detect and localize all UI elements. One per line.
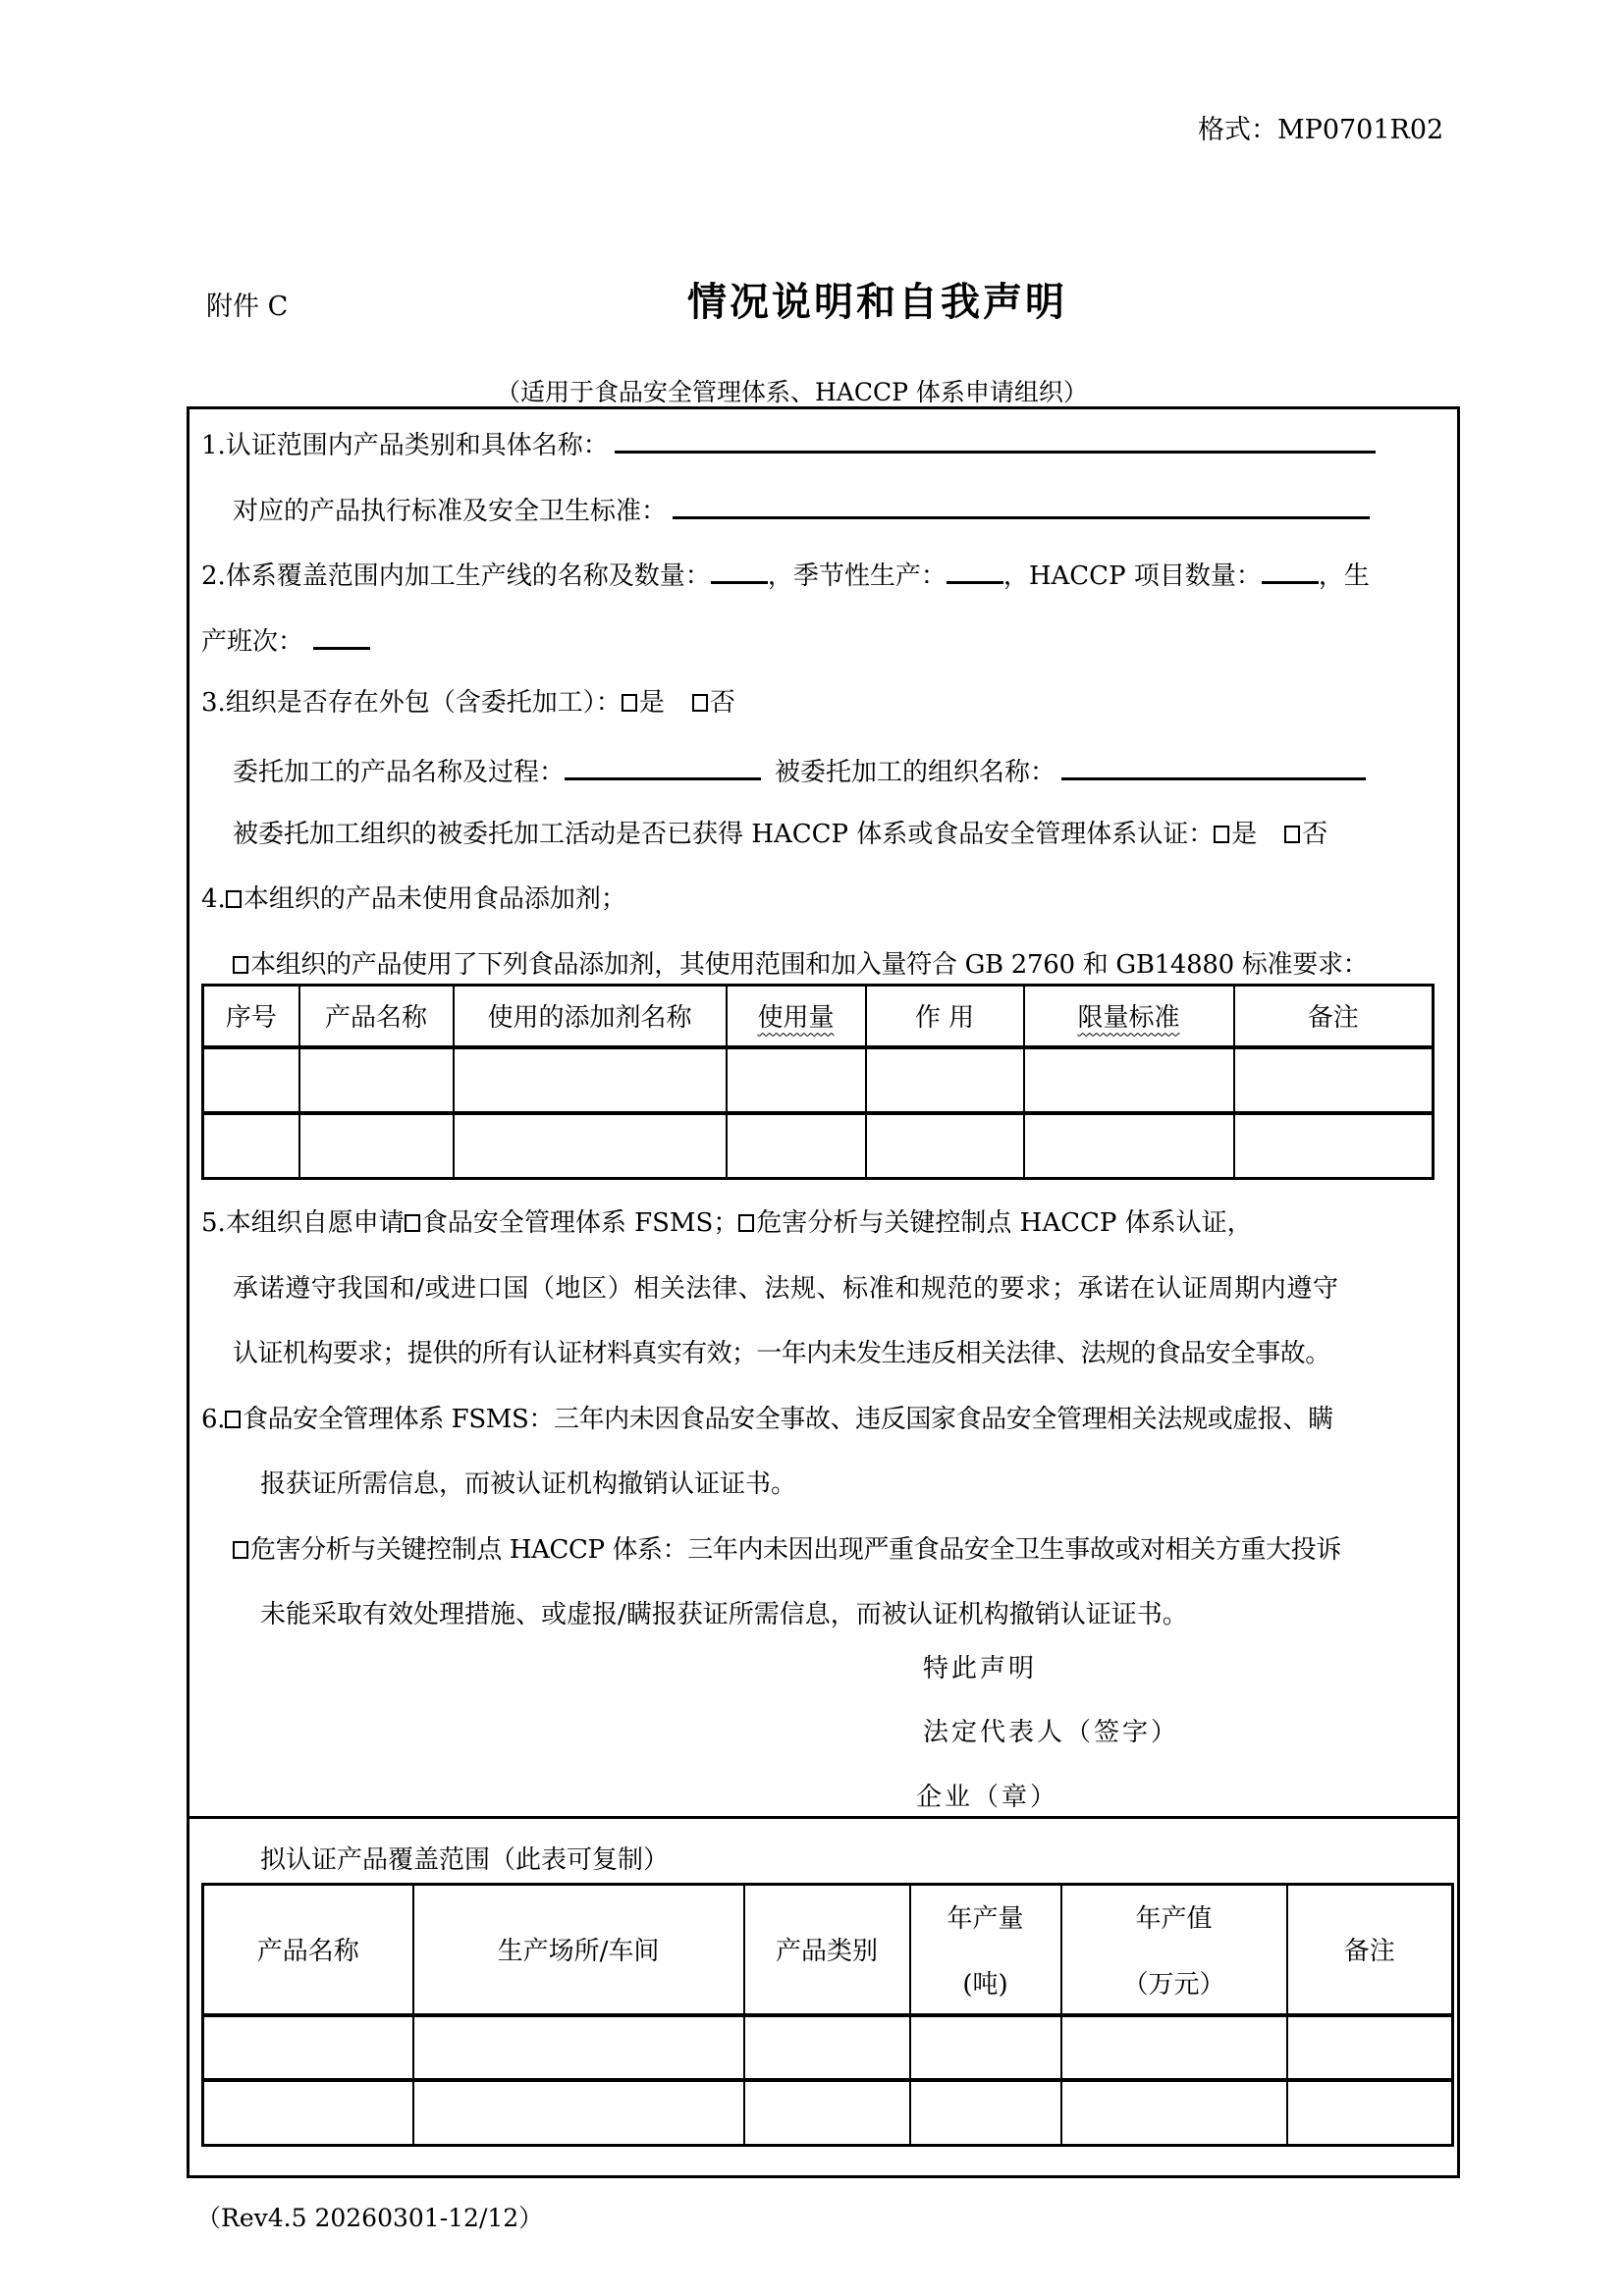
haccp-count-label: ，HACCP 项目数量：	[1002, 561, 1262, 591]
fsms-compliance-checkbox[interactable]	[225, 1411, 241, 1428]
section-6-line-3	[233, 1537, 1341, 1563]
outsourced-cert-yes-checkbox[interactable]	[1214, 826, 1229, 843]
declaration-statement: 特此声明	[923, 1654, 1038, 1683]
table-cell[interactable]	[1287, 2015, 1453, 2080]
legal-representative-signature[interactable]: 法定代表人（签字）	[923, 1718, 1180, 1747]
annual-value-unit: （万元）	[1122, 1969, 1225, 2000]
no-additives-label: 本组织的产品未使用食品添加剂；	[243, 884, 626, 914]
section-6-line-1	[201, 1407, 1333, 1432]
col-header-product-name: 产品名称	[203, 1885, 413, 2015]
table-cell[interactable]	[727, 1047, 866, 1113]
table-cell[interactable]	[413, 2015, 744, 2080]
section-3-line-1	[201, 690, 735, 716]
section-5-line-2: 承诺遵守我国和/或进口国（地区）相关法律、法规、标准和规范的要求；承诺在认证周期内遵守	[233, 1274, 1339, 1304]
col-header-annual-value	[1061, 1885, 1287, 2015]
outsourcing-yes-checkbox[interactable]	[622, 694, 637, 712]
annual-output-unit: (吨)	[962, 1969, 1008, 2000]
table-cell[interactable]	[1234, 1047, 1434, 1113]
section-3-line-2	[233, 756, 1366, 785]
section-4-prefix: 4.	[201, 884, 226, 914]
coverage-table-header	[203, 1885, 1453, 2015]
table-cell[interactable]	[744, 2015, 910, 2080]
uses-additives-checkbox[interactable]	[233, 956, 248, 974]
shifts-field[interactable]	[313, 625, 370, 650]
table-cell[interactable]	[1061, 2080, 1287, 2146]
haccp-count-field[interactable]	[1262, 560, 1319, 584]
table-row	[203, 1113, 1434, 1179]
coverage-table	[201, 1883, 1454, 2147]
product-category-field[interactable]	[615, 429, 1376, 454]
frame-divider	[187, 1816, 1460, 1819]
outsourced-product-field[interactable]	[565, 756, 761, 780]
table-cell[interactable]	[1287, 2080, 1453, 2146]
section-5-line-3: 认证机构要求；提供的所有认证材料真实有效；一年内未发生违反相关法律、法规的食品安全事故。	[233, 1339, 1330, 1368]
revision-footer: （Rev4.5 20260301-12/12）	[196, 2204, 544, 2232]
table-cell[interactable]	[203, 2015, 413, 2080]
col-header-remarks: 备注	[1287, 1885, 1453, 2015]
col-header-function: 作 用	[866, 986, 1024, 1047]
production-lines-field[interactable]	[711, 560, 768, 584]
page-subtitle: （适用于食品安全管理体系、HACCP 体系申请组织）	[496, 378, 1088, 406]
col-header-additive-name: 使用的添加剂名称	[454, 986, 727, 1047]
outsourced-org-label: 被委托加工的组织名称：	[775, 758, 1056, 787]
table-cell[interactable]	[744, 2080, 910, 2146]
limit-standard-header-text: 限量标准	[1077, 1003, 1180, 1034]
table-cell[interactable]	[910, 2015, 1061, 2080]
apply-haccp-label: 危害分析与关键控制点 HACCP 体系认证，	[756, 1208, 1253, 1238]
table-row	[203, 2080, 1453, 2146]
col-header-dosage	[727, 986, 866, 1047]
col-header-product-name: 产品名称	[299, 986, 454, 1047]
no-additives-checkbox[interactable]	[226, 890, 242, 908]
fsms-compliance-text: 食品安全管理体系 FSMS：三年内未因食品安全事故、违反国家食品安全管理相关法规或虚报、瞒	[243, 1405, 1333, 1434]
uses-additives-label: 本组织的产品使用了下列食品添加剂，其使用范围和加入量符合 GB 2760 和 GB14880 标准要求：	[250, 950, 1369, 980]
shifts-label-prefix: ，生	[1318, 561, 1370, 591]
table-cell[interactable]	[299, 1113, 454, 1179]
page-title: 情况说明和自我声明	[687, 279, 1067, 325]
section-3-line-3	[233, 822, 1327, 847]
table-cell[interactable]	[866, 1113, 1024, 1179]
outsourcing-yes-label: 是	[638, 688, 665, 718]
table-cell[interactable]	[1024, 1113, 1234, 1179]
standards-field[interactable]	[673, 495, 1370, 519]
production-lines-label: 2.体系覆盖范围内加工生产线的名称及数量：	[201, 561, 711, 591]
table-cell[interactable]	[1061, 2015, 1287, 2080]
col-header-site: 生产场所/车间	[413, 1885, 744, 2015]
section-1-line-2	[233, 495, 1370, 524]
section-4-line-2	[233, 952, 1368, 978]
col-header-limit-standard	[1024, 986, 1234, 1047]
col-header-seq: 序号	[203, 986, 299, 1047]
outsourcing-no-label: 否	[709, 688, 735, 718]
apply-haccp-checkbox[interactable]	[738, 1214, 754, 1232]
format-code: 格式：MP0701R02	[1198, 115, 1444, 145]
outsourced-product-label: 委托加工的产品名称及过程：	[233, 758, 566, 787]
outsourced-cert-question: 被委托加工组织的被委托加工活动是否已获得 HACCP 体系或食品安全管理体系认证：	[233, 820, 1215, 849]
table-cell[interactable]	[203, 2080, 413, 2146]
section-5-line-1	[201, 1210, 1253, 1236]
section-1-line-1	[201, 429, 1376, 458]
section-2-line-2	[201, 625, 370, 655]
table-cell[interactable]	[454, 1047, 727, 1113]
annual-output-label: 年产量	[947, 1903, 1024, 1934]
outsourced-cert-no-checkbox[interactable]	[1284, 826, 1300, 843]
table-cell[interactable]	[866, 1047, 1024, 1113]
table-cell[interactable]	[203, 1047, 299, 1113]
table-cell[interactable]	[1024, 1047, 1234, 1113]
section-6-line-4: 未能采取有效处理措施、或虚报/瞒报获证所需信息，而被认证机构撤销认证证书。	[260, 1600, 1188, 1629]
coverage-caption: 拟认证产品覆盖范围（此表可复制）	[260, 1845, 670, 1875]
table-cell[interactable]	[203, 1113, 299, 1179]
table-cell[interactable]	[413, 2080, 744, 2146]
table-cell[interactable]	[299, 1047, 454, 1113]
table-cell[interactable]	[454, 1113, 727, 1179]
col-header-category: 产品类别	[744, 1885, 910, 2015]
section-5-prefix: 5.本组织自愿申请	[201, 1208, 405, 1238]
seasonal-label: ，季节性生产：	[767, 561, 947, 591]
apply-fsms-checkbox[interactable]	[405, 1214, 420, 1232]
company-seal[interactable]: 企业（章）	[916, 1783, 1059, 1812]
table-cell[interactable]	[1234, 1113, 1434, 1179]
annual-value-label: 年产值	[1135, 1903, 1213, 1934]
outsourcing-question: 3.组织是否存在外包（含委托加工）：	[201, 688, 622, 718]
section-2-line-1	[201, 560, 1370, 589]
haccp-compliance-checkbox[interactable]	[233, 1541, 248, 1559]
table-row	[203, 1047, 1434, 1113]
section-6-line-2: 报获证所需信息，而被认证机构撤销认证证书。	[260, 1469, 797, 1499]
product-category-label: 1.认证范围内产品类别和具体名称：	[201, 431, 609, 460]
table-cell[interactable]	[727, 1113, 866, 1179]
outsourced-cert-no-label: 否	[1302, 820, 1328, 849]
seasonal-field[interactable]	[947, 560, 1003, 584]
outsourced-org-field[interactable]	[1061, 756, 1366, 780]
shifts-label: 产班次：	[201, 627, 304, 657]
col-header-remarks: 备注	[1234, 986, 1434, 1047]
apply-fsms-label: 食品安全管理体系 FSMS；	[421, 1208, 739, 1238]
table-cell[interactable]	[910, 2080, 1061, 2146]
dosage-header-text: 使用量	[757, 1003, 835, 1034]
table-row	[203, 2015, 1453, 2080]
annex-label: 附件 C	[206, 292, 289, 322]
additives-table-header	[203, 986, 1434, 1047]
outsourcing-no-checkbox[interactable]	[692, 694, 708, 712]
haccp-compliance-text: 危害分析与关键控制点 HACCP 体系：三年内未因出现严重食品安全卫生事故或对相关方重大投诉	[250, 1535, 1341, 1565]
col-header-annual-output	[910, 1885, 1061, 2015]
section-6-prefix: 6.	[201, 1405, 226, 1434]
additives-table	[201, 984, 1435, 1180]
section-4-line-1	[201, 886, 626, 912]
standards-label: 对应的产品执行标准及安全卫生标准：	[233, 497, 668, 526]
outsourced-cert-yes-label: 是	[1231, 820, 1258, 849]
